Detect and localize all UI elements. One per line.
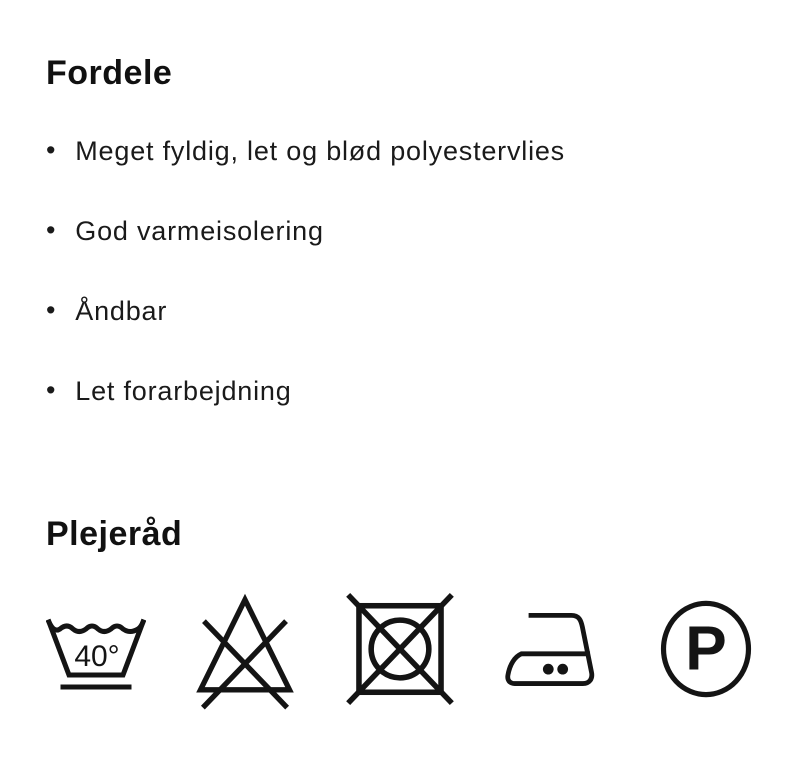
professional-clean-letter: P (685, 614, 727, 684)
care-symbol-do-not-bleach (192, 588, 298, 710)
bullet-icon: • (46, 135, 57, 165)
list-item (46, 215, 770, 247)
care-symbol-professional-clean (654, 592, 758, 706)
professional-cleaning-icon (654, 592, 758, 706)
bullet-icon: • (46, 375, 57, 405)
care-symbol-wash (46, 603, 146, 695)
care-symbols-row (46, 584, 770, 714)
benefit-text: Åndbar (75, 296, 168, 326)
benefits-heading: Fordele (46, 54, 173, 92)
bullet-icon: • (46, 295, 57, 325)
benefits-list (46, 135, 770, 407)
list-item (46, 375, 770, 407)
care-heading: Plejeråd (46, 515, 183, 553)
benefit-text: God varmeisolering (75, 216, 324, 246)
wash-temperature-label: 40° (74, 640, 120, 673)
care-symbol-do-not-tumble-dry (344, 588, 456, 710)
list-item (46, 295, 770, 327)
do-not-bleach-icon (192, 588, 298, 710)
benefit-text: Let forarbejdning (75, 376, 292, 406)
bullet-icon: • (46, 215, 57, 245)
list-item (46, 135, 770, 167)
iron-two-dots-icon (502, 601, 608, 697)
benefit-text: Meget fyldig, let og blød polyestervlies (75, 136, 565, 166)
care-symbol-iron (502, 601, 608, 697)
do-not-tumble-dry-icon (344, 588, 456, 710)
wash-40-mild-icon (46, 603, 146, 695)
